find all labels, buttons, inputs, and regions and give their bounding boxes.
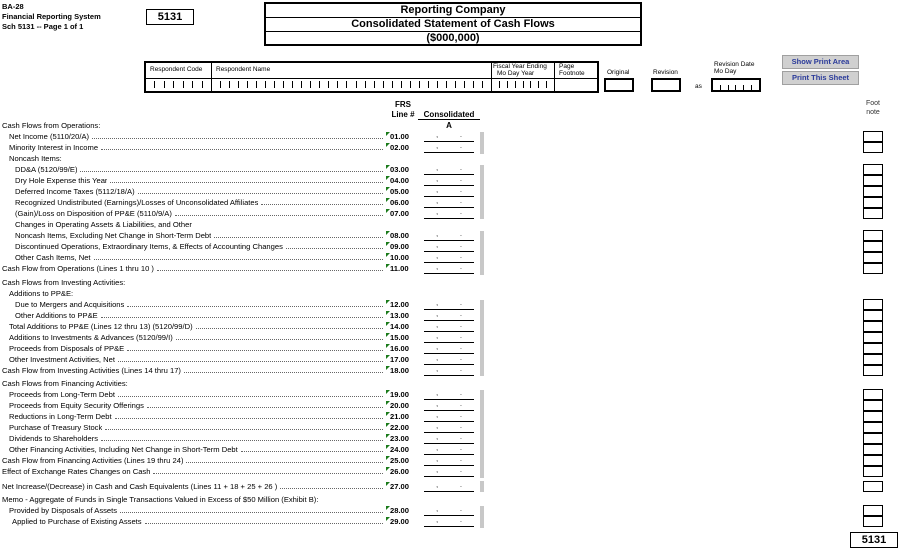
- line-number-text: 19.00: [390, 390, 410, 399]
- line-row: [0, 505, 903, 516]
- dot-leader: [280, 488, 383, 489]
- dot-leader: [147, 407, 383, 408]
- line-label: Dry Hole Expense this Year: [15, 176, 108, 185]
- line-label: Total Additions to PP&E (Lines 12 thru 13) (5120/99/D): [9, 322, 193, 331]
- line-row: [0, 197, 903, 208]
- line-row: [0, 444, 903, 455]
- line-row: [0, 481, 903, 492]
- section-investing: Cash Flows from Investing Activities:: [2, 278, 126, 287]
- frs-header: FRS: [395, 100, 411, 109]
- dot-leader: [196, 328, 383, 329]
- as-label: as: [695, 83, 702, 90]
- line-label: Purchase of Treasury Stock: [9, 423, 103, 432]
- line-number-text: 27.00: [390, 482, 410, 491]
- dot-leader: [175, 215, 383, 216]
- line-row: [0, 252, 903, 263]
- footnote-box[interactable]: [863, 400, 883, 411]
- line-number-text: 24.00: [390, 445, 410, 454]
- dot-leader: [145, 523, 383, 524]
- footnote-box[interactable]: [863, 354, 883, 365]
- line-row: [0, 263, 903, 274]
- consolidated-value-input[interactable]: , .: [424, 241, 474, 252]
- line-row: [0, 400, 903, 411]
- line-row: [0, 411, 903, 422]
- foot-label: Foot: [865, 100, 880, 107]
- dot-leader: [184, 372, 383, 373]
- dot-leader: [176, 339, 383, 340]
- line-number-text: 15.00: [390, 333, 410, 342]
- footnote-box[interactable]: [863, 252, 883, 263]
- line-number-text: 01.00: [390, 132, 410, 141]
- line-number-text: 11.00: [390, 264, 409, 273]
- dot-leader: [101, 149, 383, 150]
- line-label: Other Investment Activities, Net: [9, 355, 115, 364]
- revision-field[interactable]: [651, 78, 681, 92]
- line-number: [386, 164, 416, 175]
- dot-leader: [101, 317, 383, 318]
- line-label: Noncash Items, Excluding Net Change in Short-Term Debt: [15, 231, 212, 240]
- footnote-box[interactable]: [863, 481, 883, 492]
- line-row: [0, 131, 903, 142]
- line-row: [0, 389, 903, 400]
- schedule-number: 5131: [146, 9, 194, 25]
- consolidated-value-input[interactable]: , .: [424, 186, 474, 197]
- footnote-box[interactable]: [863, 230, 883, 241]
- line-row: [0, 354, 903, 365]
- dot-leader: [127, 350, 383, 351]
- note-label: note: [866, 109, 880, 116]
- line-number: [386, 299, 416, 310]
- footnote-box[interactable]: [863, 365, 883, 376]
- line-number: [386, 263, 416, 274]
- line-number: [386, 241, 416, 252]
- consolidated-value-input[interactable]: , .: [424, 516, 474, 527]
- line-number-text: 28.00: [390, 506, 410, 515]
- line-number: [386, 422, 416, 433]
- line-label: Minority Interest in Income: [9, 143, 99, 152]
- line-label: Net Income (5110/20/A): [9, 132, 90, 141]
- line-row: [0, 299, 903, 310]
- line-label: Net Increase/(Decrease) in Cash and Cash Equivalents (Lines 11 + 18 + 25 + 26 ): [2, 482, 278, 491]
- show-print-area-button[interactable]: Show Print Area: [782, 55, 859, 69]
- line-label: (Gain)/Loss on Disposition of PP&E (5110/9/A): [15, 209, 172, 218]
- line-number-text: 10.00: [390, 253, 410, 262]
- title-block: [264, 2, 642, 46]
- line-number-text: 25.00: [390, 456, 410, 465]
- dot-leader: [105, 429, 383, 430]
- consolidated-value-input[interactable]: , .: [424, 175, 474, 186]
- line-row: [0, 516, 903, 527]
- footnote-box[interactable]: [863, 389, 883, 400]
- line-label: Additions to Investments & Advances (5120/99/I): [9, 333, 173, 342]
- section-operations: Cash Flows from Operations:: [2, 121, 101, 130]
- section-changes: Changes in Operating Assets & Liabilities, and Other: [15, 220, 192, 229]
- line-number-text: 09.00: [390, 242, 410, 251]
- consolidated-value-input[interactable]: , .: [424, 321, 474, 332]
- line-row: [0, 321, 903, 332]
- consolidated-value-input[interactable]: , .: [424, 131, 474, 142]
- line-row: [0, 241, 903, 252]
- line-number: [386, 481, 416, 492]
- dot-leader: [286, 248, 383, 249]
- line-label: DD&A (5120/99/E): [15, 165, 78, 174]
- line-row: [0, 332, 903, 343]
- consolidated-value-input[interactable]: , .: [424, 433, 474, 444]
- line-number-text: 02.00: [390, 143, 410, 152]
- line-label: Cash Flow from Operations (Lines 1 thru 10 ): [2, 264, 154, 273]
- line-row: [0, 455, 903, 466]
- page-footnote-field[interactable]: [555, 63, 599, 91]
- section-memo: Memo - Aggregate of Funds in Single Transactions Valued in Excess of $50 Million (Exhibit B):: [2, 495, 319, 504]
- line-row: [0, 175, 903, 186]
- footnote-box[interactable]: [863, 241, 883, 252]
- consolidated-value-input[interactable]: , .: [424, 142, 474, 153]
- consolidated-value-input[interactable]: , .: [424, 400, 474, 411]
- consolidated-value-input[interactable]: , .: [424, 208, 474, 219]
- footnote-box[interactable]: [863, 321, 883, 332]
- line-row: [0, 208, 903, 219]
- consolidated-value-input[interactable]: , .: [424, 354, 474, 365]
- footnote-box[interactable]: [863, 516, 883, 527]
- line-number-text: 04.00: [390, 176, 410, 185]
- footnote-box[interactable]: [863, 505, 883, 516]
- line-label: Provided by Disposals of Assets: [9, 506, 118, 515]
- footnote-box[interactable]: [863, 310, 883, 321]
- title-units: ($000,000): [426, 32, 480, 44]
- respondent-code-label: Respondent Code: [150, 66, 203, 73]
- line-number: [386, 131, 416, 142]
- consolidated-value-input[interactable]: , .: [424, 389, 474, 400]
- dot-leader: [214, 237, 383, 238]
- line-number-text: 17.00: [390, 355, 410, 364]
- line-label: Discontinued Operations, Extraordinary Items, & Effects of Accounting Changes: [15, 242, 283, 251]
- fiscal-year-field[interactable]: [492, 63, 555, 91]
- consolidated-value-input[interactable]: , .: [424, 263, 474, 274]
- column-a-header: A: [446, 121, 452, 130]
- revision-date-label: Revision Date: [714, 61, 755, 68]
- consolidated-value-input[interactable]: , .: [424, 411, 474, 422]
- line-number-header: Line #: [391, 110, 415, 119]
- footnote-box[interactable]: [863, 332, 883, 343]
- title-company: Reporting Company: [266, 4, 640, 18]
- line-label: Reductions in Long-Term Debt: [9, 412, 112, 421]
- consolidated-value-input[interactable]: , .: [424, 505, 474, 516]
- line-number: [386, 455, 416, 466]
- line-row: [0, 365, 903, 376]
- revision-date-sublabel: Mo Day: [714, 68, 737, 75]
- consolidated-value-input[interactable]: , .: [424, 422, 474, 433]
- footnote-box[interactable]: [863, 411, 883, 422]
- line-label: Due to Mergers and Acquisitions: [15, 300, 125, 309]
- consolidated-value-input[interactable]: , .: [424, 455, 474, 466]
- dot-leader: [153, 473, 383, 474]
- fiscal-year-sublabel: Mo Day Year: [497, 70, 535, 77]
- line-label: Other Additions to PP&E: [15, 311, 98, 320]
- dot-leader: [101, 440, 383, 441]
- line-number: [386, 175, 416, 186]
- original-field[interactable]: [604, 78, 634, 92]
- line-row: [0, 186, 903, 197]
- dot-leader: [241, 451, 383, 452]
- original-label: Original: [607, 69, 630, 76]
- footnote-box[interactable]: [863, 343, 883, 354]
- fiscal-year-label: Fiscal Year Ending: [493, 63, 547, 70]
- line-number: [386, 354, 416, 365]
- consolidated-value-input[interactable]: , .: [424, 466, 474, 477]
- line-row: [0, 164, 903, 175]
- form-code: BA-28: [2, 2, 24, 11]
- respondent-strip: [144, 61, 599, 93]
- line-label: Recognized Undistributed (Earnings)/Losses of Unconsolidated Affiliates: [15, 198, 259, 207]
- line-row: [0, 230, 903, 241]
- footnote-header: [860, 100, 886, 116]
- consolidated-value-input[interactable]: , .: [424, 365, 474, 376]
- footnote-box[interactable]: [863, 131, 883, 142]
- line-number-text: 03.00: [390, 165, 410, 174]
- line-number-text: 12.00: [390, 300, 410, 309]
- line-number-text: 20.00: [390, 401, 410, 410]
- line-number: [386, 365, 416, 376]
- respondent-name-label: Respondent Name: [216, 66, 271, 73]
- line-number-text: 06.00: [390, 198, 410, 207]
- print-this-sheet-button[interactable]: Print This Sheet: [782, 71, 859, 85]
- respondent-name-field[interactable]: [212, 63, 492, 91]
- line-number: [386, 230, 416, 241]
- line-number: [386, 444, 416, 455]
- line-number: [386, 142, 416, 153]
- line-number: [386, 343, 416, 354]
- line-label: Proceeds from Equity Security Offerings: [9, 401, 144, 410]
- dot-leader: [120, 512, 383, 513]
- line-row: [0, 142, 903, 153]
- line-row: [0, 433, 903, 444]
- dot-leader: [80, 171, 383, 172]
- footnote-box[interactable]: [863, 299, 883, 310]
- section-financing: Cash Flows from Financing Activities:: [2, 379, 128, 388]
- dot-leader: [127, 306, 383, 307]
- line-number: [386, 411, 416, 422]
- dot-leader: [115, 418, 383, 419]
- line-number: [386, 505, 416, 516]
- consolidated-value-input[interactable]: , .: [424, 252, 474, 263]
- consolidated-header: Consolidated: [418, 110, 480, 120]
- consolidated-value-input[interactable]: , .: [424, 444, 474, 455]
- line-number-text: 05.00: [390, 187, 410, 196]
- line-number-text: 26.00: [390, 467, 410, 476]
- line-number: [386, 389, 416, 400]
- respondent-code-field[interactable]: [146, 63, 212, 91]
- line-label: Other Financing Activities, Including Net Change in Short-Term Debt: [9, 445, 238, 454]
- footnote-box[interactable]: [863, 142, 883, 153]
- title-statement: Consolidated Statement of Cash Flows: [266, 18, 640, 32]
- line-label: Deferred Income Taxes (5112/18/A): [15, 187, 135, 196]
- line-number: [386, 466, 416, 477]
- line-number-text: 21.00: [390, 412, 410, 421]
- dot-leader: [110, 182, 383, 183]
- dot-leader: [138, 193, 383, 194]
- footnote-box[interactable]: [863, 208, 883, 219]
- consolidated-value-input[interactable]: , .: [424, 197, 474, 208]
- dot-leader: [118, 396, 383, 397]
- consolidated-value-input[interactable]: , .: [424, 230, 474, 241]
- footnote-box[interactable]: [863, 164, 883, 175]
- dot-leader: [261, 204, 383, 205]
- section-additions: Additions to PP&E:: [9, 289, 74, 298]
- system-name: Financial Reporting System: [2, 12, 101, 21]
- dot-leader: [92, 138, 383, 139]
- footnote-box[interactable]: [863, 422, 883, 433]
- line-row: [0, 310, 903, 321]
- dot-leader: [157, 270, 383, 271]
- line-label: Cash Flow from Financing Activities (Lines 19 thru 24): [2, 456, 184, 465]
- consolidated-value-input[interactable]: , .: [424, 332, 474, 343]
- revision-date-field[interactable]: [711, 78, 761, 92]
- line-number: [386, 321, 416, 332]
- footnote-box[interactable]: [863, 455, 883, 466]
- line-label: Dividends to Shareholders: [9, 434, 99, 443]
- consolidated-value-input[interactable]: , .: [424, 343, 474, 354]
- dot-leader: [186, 462, 383, 463]
- section-noncash: Noncash Items:: [9, 154, 62, 163]
- footer-schedule-number: 5131: [850, 532, 898, 548]
- consolidated-value-input[interactable]: , .: [424, 481, 474, 492]
- line-number-text: 14.00: [390, 322, 410, 331]
- consolidated-value-input[interactable]: , .: [424, 310, 474, 321]
- line-number-text: 13.00: [390, 311, 410, 320]
- line-number-text: 16.00: [390, 344, 410, 353]
- page-footnote-label: Page Footnote: [559, 63, 585, 77]
- line-number-text: 08.00: [390, 231, 410, 240]
- footnote-box[interactable]: [863, 466, 883, 477]
- line-number-text: 23.00: [390, 434, 410, 443]
- dot-leader: [118, 361, 383, 362]
- line-number-text: 18.00: [390, 366, 410, 375]
- line-number: [386, 400, 416, 411]
- line-number: [386, 516, 416, 527]
- line-row: [0, 422, 903, 433]
- footnote-box[interactable]: [863, 263, 883, 274]
- line-number: [386, 332, 416, 343]
- line-label: Proceeds from Disposals of PP&E: [9, 344, 125, 353]
- consolidated-value-input[interactable]: , .: [424, 164, 474, 175]
- line-label: Applied to Purchase of Existing Assets: [12, 517, 142, 526]
- line-number: [386, 186, 416, 197]
- line-number: [386, 310, 416, 321]
- line-number-text: 07.00: [390, 209, 410, 218]
- line-row: [0, 466, 903, 477]
- revision-label: Revision: [653, 69, 678, 76]
- line-label: Effect of Exchange Rates Changes on Cash: [2, 467, 151, 476]
- footnote-box[interactable]: [863, 444, 883, 455]
- line-label: Other Cash Items, Net: [15, 253, 91, 262]
- schedule-label: Sch 5131 -- Page 1 of 1: [2, 22, 84, 31]
- line-number: [386, 208, 416, 219]
- dot-leader: [94, 259, 383, 260]
- line-label: Proceeds from Long-Term Debt: [9, 390, 115, 399]
- consolidated-value-input[interactable]: , .: [424, 299, 474, 310]
- footnote-box[interactable]: [863, 175, 883, 186]
- line-number: [386, 252, 416, 263]
- footnote-box[interactable]: [863, 433, 883, 444]
- line-number-text: 29.00: [390, 517, 410, 526]
- line-number: [386, 433, 416, 444]
- footnote-box[interactable]: [863, 197, 883, 208]
- footnote-box[interactable]: [863, 186, 883, 197]
- line-label: Cash Flow from Investing Activities (Lines 14 thru 17): [2, 366, 181, 375]
- line-row: [0, 343, 903, 354]
- line-number-text: 22.00: [390, 423, 410, 432]
- line-number: [386, 197, 416, 208]
